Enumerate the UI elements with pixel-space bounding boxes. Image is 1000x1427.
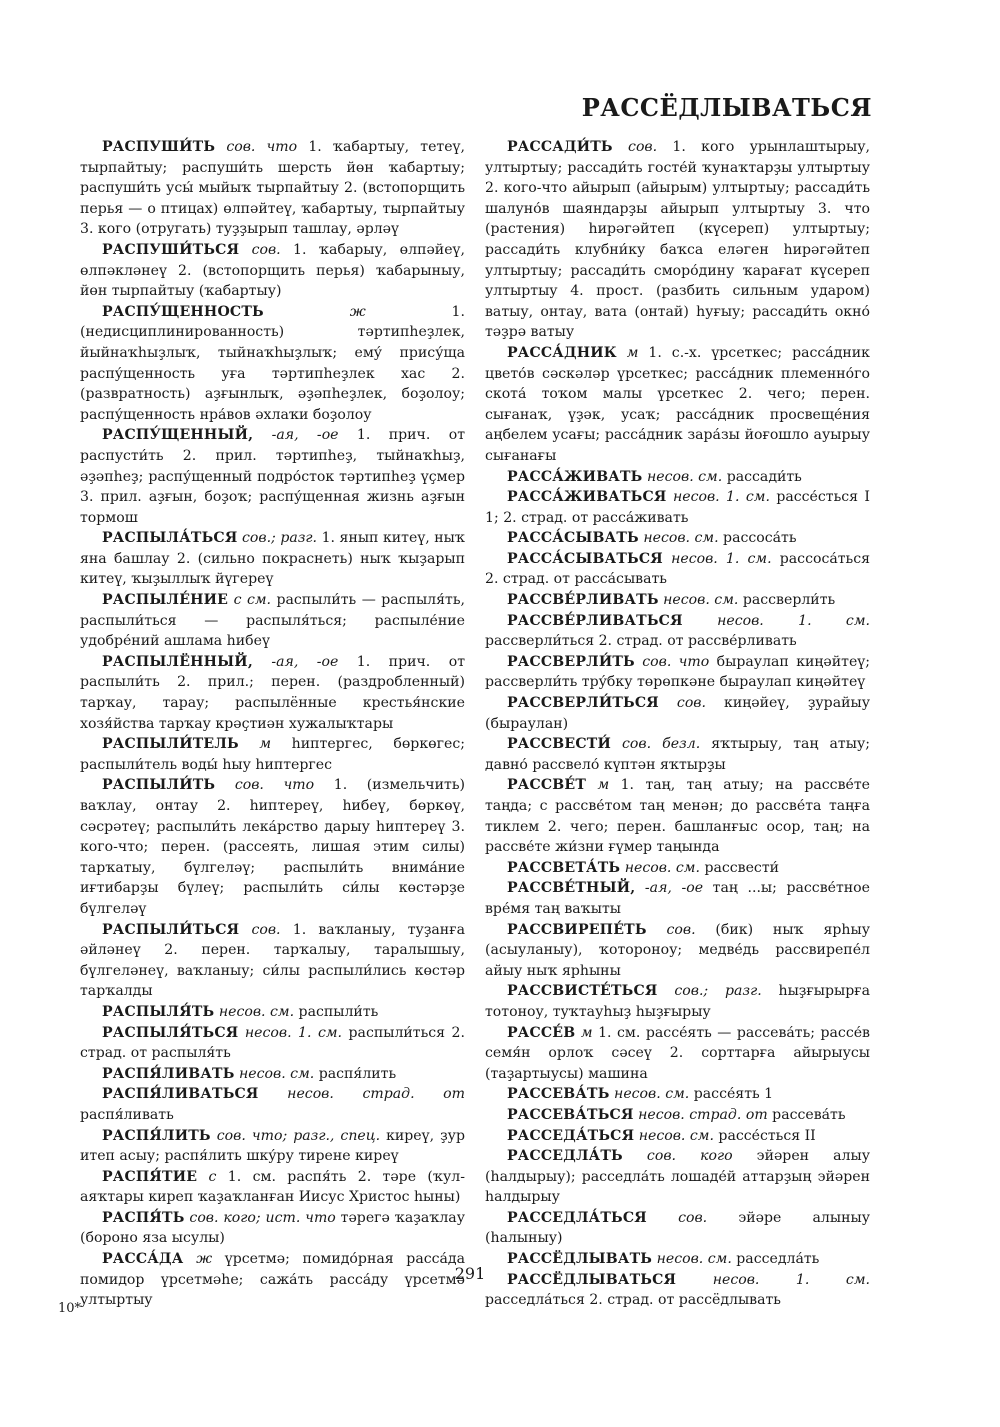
entry-grammar-label: сов. кого [622, 1148, 757, 1165]
entry-headword: РАССВЕ́РЛИВАТЬ [507, 592, 659, 609]
dictionary-entry [485, 1126, 870, 1147]
entry-definition: 1. ҡабарыу, өлпәйеү, өлпәкләнеү 2. (встопорщить перья) ҡабарыныу, йөн тырпайтыу (ҡабартыу) [80, 241, 465, 300]
dictionary-entry [80, 425, 465, 528]
dictionary-entry [485, 467, 870, 488]
entry-grammar-label: несов. см. [638, 530, 724, 547]
entry-grammar-label: несов. см. [234, 1065, 319, 1082]
entry-definition: эйәре алыныу (һалыныу) [485, 1209, 870, 1247]
dictionary-entry [485, 1146, 870, 1208]
dictionary-entry [80, 1002, 465, 1023]
entry-definition: рассади́ть [726, 468, 802, 485]
entry-headword: РАССАДИ́ТЬ [507, 139, 613, 155]
entry-grammar-label: сов.; разг. [237, 530, 322, 547]
entry-definition: 1. см. распя́ть 2. тәре (ҡул-аяҡтары киреп ҡаҙаҡланған Иисус Христос һыны) [80, 1168, 465, 1206]
entry-headword: РАССВЕСТИ́ [507, 736, 611, 753]
running-head: РАССЁДЛЫВАТЬСЯ [581, 93, 872, 122]
dictionary-entry [485, 137, 870, 343]
entry-grammar-label: несов. 1. см. [666, 489, 777, 506]
dictionary-entry [485, 981, 870, 1022]
dictionary-entry [485, 1105, 870, 1126]
dictionary-entry [80, 1208, 465, 1249]
entry-headword: РАСПЫЛЁННЫЙ, [102, 653, 253, 670]
dictionary-entry [485, 920, 870, 982]
entry-definition: расседла́ться 2. страд. от рассёдлывать [485, 1292, 781, 1309]
entry-grammar-label: сов. кого; ист. что [184, 1209, 341, 1226]
entry-grammar-label: м [586, 777, 621, 794]
entry-headword: РАСПЯ́ТИЕ [102, 1168, 198, 1185]
entry-grammar-label: несов. см. [634, 1127, 719, 1144]
entry-definition: рассе́ять 1 [693, 1086, 774, 1103]
entry-headword: РАСПЫЛИ́ТЕЛЬ [102, 736, 239, 753]
entry-headword: РАССЕДЛА́ТЬ [507, 1148, 623, 1165]
entry-grammar-label: сов. что [215, 777, 334, 794]
dictionary-entry [485, 693, 870, 734]
dictionary-entry [80, 590, 465, 652]
entry-definition: 1. ваҡланыу, туҙанға әйләнеү 2. перен. тарҡалыу, таралышыу, бүлгеләнеү, ваҡланыу; си́лы распыли́лись көстәр тарҡалды [80, 921, 465, 1000]
dictionary-entry [485, 611, 870, 652]
entry-headword: РАССА́ДНИК [507, 344, 617, 361]
dictionary-entry [80, 652, 465, 734]
entry-definition: һиптергес, бөркөгес; распыли́тель воды́ һыу һиптергес [80, 736, 465, 773]
dictionary-entry [485, 549, 870, 590]
entry-headword: РАССА́ЖИВАТЬ [507, 468, 643, 485]
dictionary-entry [485, 878, 870, 919]
entry-headword: РАССЕДЛА́ТЬСЯ [507, 1209, 647, 1226]
entry-headword: РАСПУ́ЩЕННОСТЬ [102, 303, 264, 320]
dictionary-entry [80, 528, 465, 590]
entry-definition: расседла́ть [736, 1251, 820, 1268]
dictionary-entry [80, 240, 465, 302]
entry-headword: РАССВЕ́Т [507, 777, 587, 794]
entry-grammar-label: несов. 1. см. [676, 1271, 870, 1288]
entry-headword: РАСПЫЛЕ́НИЕ [102, 592, 229, 609]
entry-definition: рассвести́ [704, 859, 780, 876]
entry-definition: распыли́ть — распыля́ть, распыли́ться — распыля́ться; распыле́ние удобре́ний ашлама һибеү [80, 592, 465, 650]
entry-definition: рассверли́ться 2. страд. от рассве́рливать [485, 633, 797, 650]
entry-grammar-label: ж [183, 1251, 225, 1268]
entry-grammar-label: несов. см. [609, 1086, 694, 1103]
entry-definition: рассоса́ться 2. страд. от расса́сывать [485, 550, 870, 588]
entry-headword: РАССА́СЫВАТЬСЯ [507, 550, 663, 567]
dictionary-entry [485, 652, 870, 693]
entry-grammar-label: сов. [239, 921, 293, 938]
entry-definition: 1. прич. от распыли́ть 2. прил.; перен. (раздробленный) тарҡау, тарау; распылённые крестья́нские хозя́йства тарҡау крәҫтиән хужалыҡтары [80, 653, 465, 732]
entry-definition: (бик) ныҡ ярһыу (асыуланыу), ҡотороноу; медве́дь рассвирепе́л айыу ныҡ ярһыны [485, 921, 870, 979]
entry-definition: рассе́сться II [718, 1127, 816, 1144]
entry-grammar-label: несов. см. [214, 1003, 299, 1020]
entry-definition: һыҙғырырға тотоноу, туҡтауһыҙ һыҙғырыу [485, 983, 870, 1020]
entry-headword: РАССЕВА́ТЬ [507, 1086, 610, 1103]
entry-definition: распя́ливать [80, 1106, 174, 1123]
entry-grammar-label: несов. 1. см. [238, 1024, 349, 1041]
dictionary-entry [80, 734, 465, 775]
entry-headword: РАСПУШИ́ТЬСЯ [102, 241, 240, 258]
entry-definition: 1. (измельчить) ваҡлау, онтау 2. һиптереү, һибеү, бөркөү, сәсрәтеү; распыли́ть лека́рство дарыу һиптереү 3. кого-что; перен. (рассеять, лишая этим силы) тарҡатыу, бүлгеләү; распыли́ть внима́ние иғтибарҙы бүлеү; распыли́ть си́лы көстәрҙе бүлгеләү [80, 777, 465, 917]
entry-headword: РАСПЯ́ЛИВАТЬ [102, 1065, 235, 1082]
entry-headword: РАССВЕРЛИ́ТЬ [507, 653, 635, 670]
entry-grammar-label: м [575, 1024, 599, 1041]
dictionary-entry [485, 1023, 870, 1085]
entry-grammar-label: м [616, 344, 649, 361]
dictionary-entry [80, 1084, 465, 1125]
entry-definition: яҡтырыу, таң атыу; давно́ рассвело́ күптән яҡтырҙы [485, 736, 870, 773]
entry-definition: үрсетмә; помидо́рная расса́да помидор үрсетмәһе; сажа́ть расса́ду үрсетмә ултыртыу [80, 1251, 465, 1309]
dictionary-entry [80, 302, 465, 426]
entry-headword: РАСПЫЛА́ТЬСЯ [102, 530, 238, 547]
dictionary-entry [80, 137, 465, 240]
entry-definition: распыли́ть [298, 1003, 379, 1020]
entry-grammar-label: сов. [646, 1209, 739, 1226]
entry-definition: распя́лить [318, 1065, 397, 1082]
entry-definition: тәрегә ҡаҙаҡлау (бороно яза ысулы) [80, 1209, 465, 1247]
entry-definition: киреү, ҙур итеп асыу; распя́лить шку́ру тирене киреү [80, 1127, 465, 1165]
printer-signature-mark: 10* [58, 1301, 82, 1316]
entry-grammar-label: несов. см. [620, 859, 705, 876]
entry-headword: РАССЕ́В [507, 1024, 576, 1041]
dictionary-entry [485, 734, 870, 775]
entry-headword: РАССЕДА́ТЬСЯ [507, 1127, 635, 1144]
entry-headword: РАССВИРЕПЕ́ТЬ [507, 921, 647, 938]
dictionary-entry [485, 528, 870, 549]
entry-grammar-label: м [238, 736, 292, 753]
entry-headword: РАССВЕ́ТНЫЙ, [507, 880, 636, 897]
entry-definition: 1. кого урынлаштырыу, ултыртыу; рассади́ть госте́й ҡунаҡтарҙы ултыртыу 2. кого-что айырып (айырым) ултыртыу; рассади́ть шалуно́в шаяндарҙы айырып ултыртыу 3. что (растения) һирәгәйтеп (күсереп) ултыртыу; рассади́ть клубни́ку баҡса еләген һирәгәйтеп ултыртыу; рассади́ть сморо́дину ҡарағат күсереп ултыртыу 4. прост. (разбить сильным ударом) ватыу, онтау, вата (онтай) һуғыу; рассади́ть окно́ тәҙрә ватыу [485, 139, 870, 341]
entry-grammar-label: сов. что; разг., спец. [210, 1127, 387, 1144]
entry-headword: РАСПУШИ́ТЬ [102, 139, 216, 155]
page-number: 291 [454, 1264, 486, 1283]
dictionary-entry [485, 1084, 870, 1105]
entry-grammar-label: несов. страд. от [258, 1086, 465, 1103]
entry-grammar-label: несов. см. [658, 592, 743, 609]
dictionary-entry [80, 775, 465, 919]
entry-grammar-label: несов. 1. см. [662, 550, 780, 567]
entry-definition: распыли́ться 2. страд. от распыля́ть [80, 1024, 465, 1062]
entry-grammar-label: сов. [239, 241, 294, 258]
entry-grammar-label: сов. что [215, 139, 309, 155]
entry-headword: РАСПЯ́ЛИВАТЬСЯ [102, 1086, 259, 1103]
entry-grammar-label: -ая, -ое [253, 427, 357, 444]
dictionary-entry [485, 487, 870, 528]
entry-definition: 1. с.-х. үрсеткес; расса́дник цвето́в сәскәләр үрсеткес; расса́дник племенно́го скота́ тоҡом малы үрсеткес 2. чего; перен. сығанаҡ, үҙәк, усаҡ; расса́дник просвеще́ния аңбелем усағы; расса́дник зара́зы йоғошло ауырыу сығанағы [485, 344, 870, 464]
entry-headword: РАСПЫЛИ́ТЬСЯ [102, 921, 240, 938]
entry-headword: РАСПЫЛИ́ТЬ [102, 777, 216, 794]
entry-grammar-label: -ая, -ое [252, 653, 357, 670]
dictionary-entry [485, 775, 870, 857]
entry-headword: РАССЁДЛЫВАТЬСЯ [507, 1271, 677, 1288]
entry-headword: РАСПЯ́ЛИТЬ [102, 1127, 211, 1144]
entry-headword: РАССВЕРЛИ́ТЬСЯ [507, 695, 659, 712]
entry-headword: РАССЁДЛЫВАТЬ [507, 1251, 653, 1268]
entry-definition: рассверли́ть [742, 592, 836, 609]
entry-grammar-label: сов.; разг. [657, 983, 779, 1000]
entry-grammar-label: несов. см. [652, 1251, 737, 1268]
entry-grammar-label: сов. [612, 139, 673, 155]
entry-definition: киңәйеү, ҙурайыу (быраулан) [485, 695, 870, 732]
entry-grammar-label: ж [263, 303, 452, 320]
entry-definition: рассева́ть [772, 1106, 846, 1123]
entry-definition: 1. см. рассе́ять — рассева́ть; рассе́в семя́н орлоҡ сәсеү 2. сорттарға айырыусы (таҙартыусы) машина [485, 1024, 870, 1082]
entry-headword: РАССА́СЫВАТЬ [507, 530, 639, 547]
dictionary-entry [80, 1023, 465, 1064]
left-column [80, 137, 465, 1311]
dictionary-entry [80, 1064, 465, 1085]
entry-grammar-label: с [197, 1168, 228, 1185]
entry-grammar-label: с см. [228, 592, 277, 609]
entry-headword: РАССВЕТА́ТЬ [507, 859, 621, 876]
entry-grammar-label: сов. что [634, 653, 717, 670]
entry-definition: эйәрен алыу (һалдырыу); расседла́ть лошаде́й аттарҙың эйәрен һалдырыу [485, 1148, 870, 1206]
entry-headword: РАССВИСТЕ́ТЬСЯ [507, 983, 658, 1000]
dictionary-entry [80, 920, 465, 1002]
entry-definition: быраулап киңәйтеү; рассверли́ть тру́бку төрөпкәне быраулап киңәйтеү [485, 653, 871, 691]
entry-headword: РАССА́ДА [102, 1251, 184, 1268]
entry-grammar-label: несов. страд. от [633, 1106, 773, 1123]
entry-definition: 1. ҡабартыу, тетеү, тырпайтыу; распуши́ть шерсть йөн ҡабартыу; распуши́ть усы́ мыйыҡ тырпайтыу 2. (встопорщить перья — о птицах) өлпәйтеү, ҡабартыу, тырпайтыу 3. кого (отругать) туҙҙырып ташлау, әрләү [80, 139, 465, 238]
dictionary-entry [80, 1167, 465, 1208]
entry-grammar-label: несов. 1. см. [682, 612, 870, 629]
entry-headword: РАСПЫЛЯ́ТЬ [102, 1003, 215, 1020]
entry-definition: рассе́сться I 1; 2. страд. от расса́живать [485, 489, 870, 526]
entry-definition: 1. таң, таң атыу; на рассве́те таңда; с рассве́том таң менән; до рассве́та таңға тиклем 2. чего; перен. башланғыс осор, таң; на рассве́те жи́зни ғүмер таңында [485, 777, 870, 856]
entry-headword: РАССЕВА́ТЬСЯ [507, 1106, 634, 1123]
entry-headword: РАССВЕ́РЛИВАТЬСЯ [507, 612, 683, 629]
dictionary-entry [485, 858, 870, 879]
dictionary-entry [485, 343, 870, 467]
entry-definition: 1. прич. от распусти́ть 2. прил. тәртипһеҙ, тыйнаҡһыҙ, әҙәпһеҙ; распу́щенный подро́сток тәртипһеҙ үҫмер 3. прил. аҙғын, боҙоҡ; распу́щенная жизнь аҙғын тормош [80, 427, 465, 526]
entry-definition: 1. янып китеү, ныҡ яна башлау 2. (сильно покраснеть) ныҡ ҡыҙарып китеү, ҡыҙыллыҡ йүгереү [80, 530, 466, 588]
entry-grammar-label: сов. [658, 695, 725, 712]
entry-grammar-label: -ая, -ое [635, 880, 713, 897]
entry-headword: РАСПУ́ЩЕННЫЙ, [102, 427, 254, 444]
entry-headword: РАСПЯ́ТЬ [102, 1209, 185, 1226]
right-column [485, 137, 870, 1311]
entry-headword: РАСПЫЛЯ́ТЬСЯ [102, 1024, 239, 1041]
entry-grammar-label: сов. [646, 921, 716, 938]
dictionary-entry [485, 590, 870, 611]
entry-definition: таң ...ы; рассве́тное вре́мя таң ваҡыты [485, 880, 870, 917]
entry-grammar-label: сов. безл. [611, 736, 712, 753]
entry-definition: 1. (недисциплинированность) тәртипһеҙлек, йыйнаҡһыҙлыҡ, тыйнаҡһыҙлыҡ; ему́ прису́ща распу́щенность уға тәртипһеҙлек хас 2. (развратность) аҙғынлыҡ, әҙәпһеҙлек, боҙолоу; распу́щенность нра́вов әхлаҡи боҙолоу [80, 303, 465, 423]
dictionary-entry [80, 1126, 465, 1167]
dictionary-entry [485, 1208, 870, 1249]
entry-headword: РАССА́ЖИВАТЬСЯ [507, 489, 667, 506]
entry-definition: рассоса́ть [723, 530, 797, 547]
entry-grammar-label: несов. см. [642, 468, 727, 485]
